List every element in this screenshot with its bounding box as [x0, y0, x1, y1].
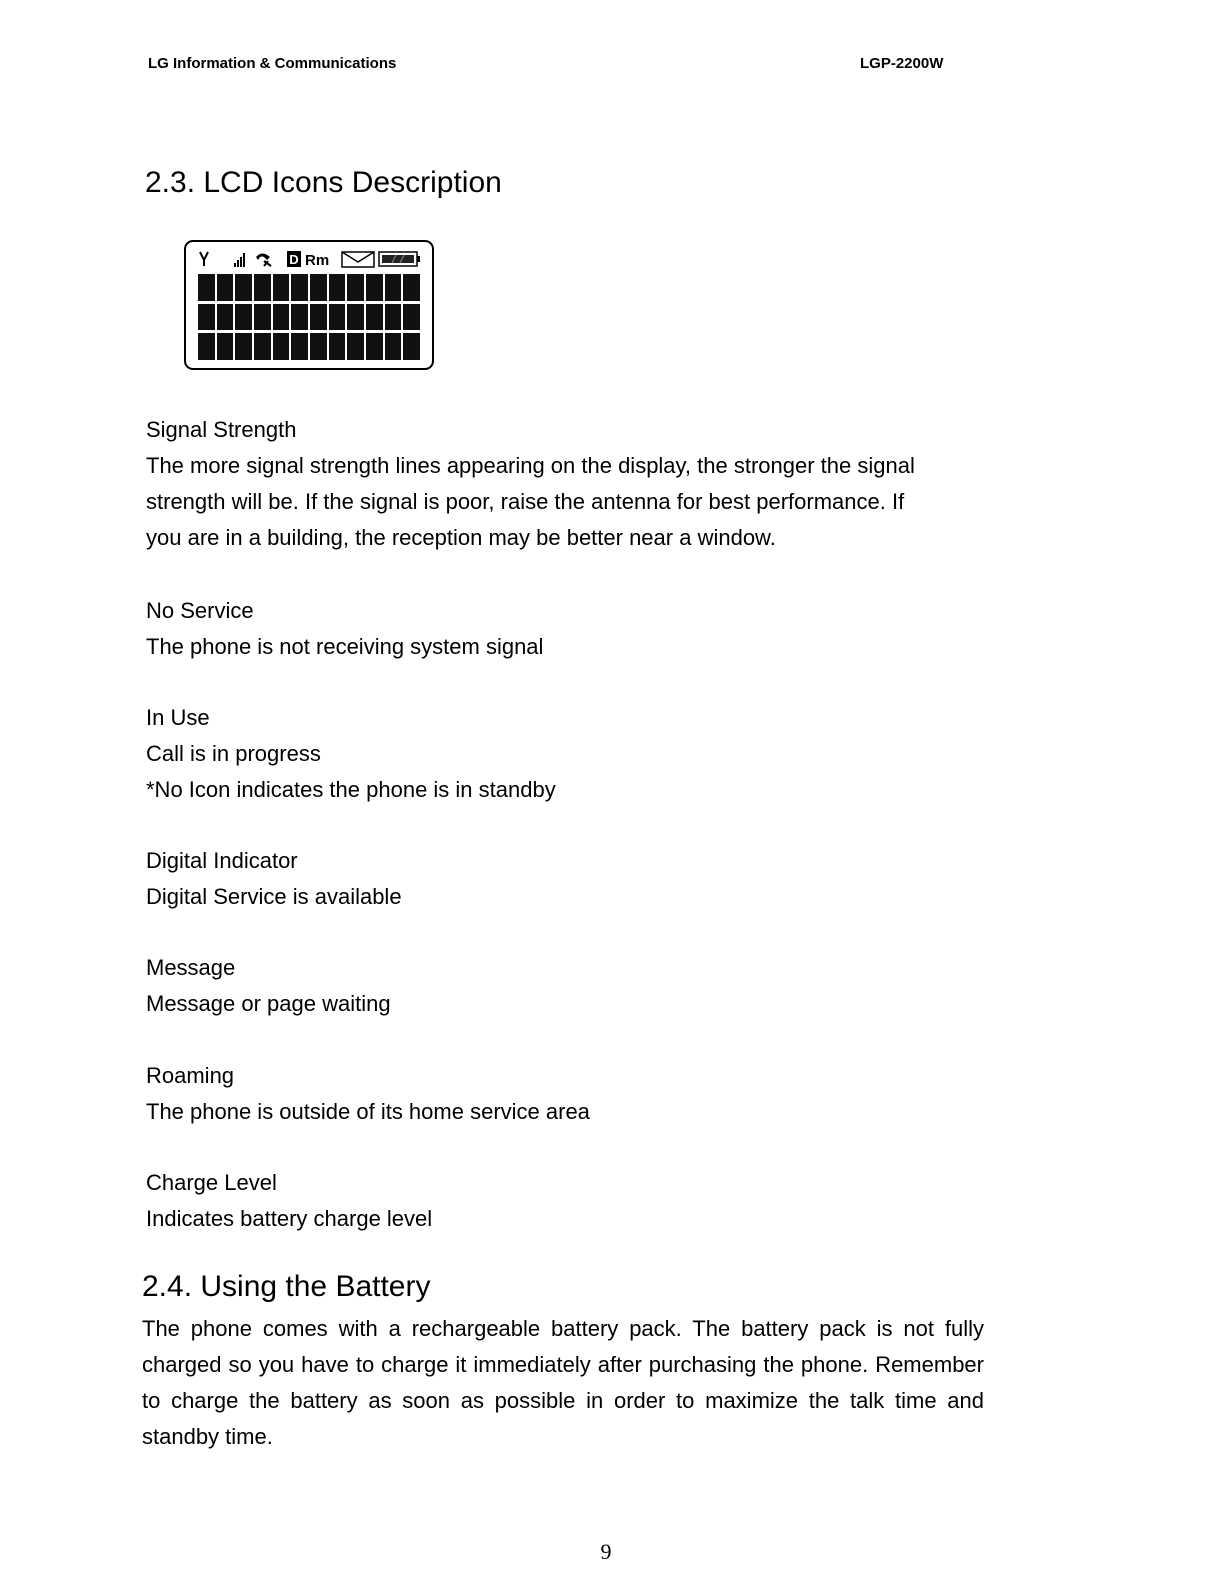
item-line: Call is in progress: [146, 741, 321, 766]
item-message: [146, 950, 1006, 1022]
item-in-use: [146, 700, 1006, 808]
lcd-character-grid: [198, 274, 420, 360]
item-line: Digital Service is available: [146, 884, 402, 909]
item-no-service: [146, 593, 1006, 665]
item-charge-level: [146, 1165, 1006, 1237]
item-line: The phone is not receiving system signal: [146, 634, 544, 659]
roaming-text: Rm: [305, 252, 330, 269]
item-heading: In Use: [146, 705, 210, 730]
item-line: *No Icon indicates the phone is in standby: [146, 777, 556, 802]
antenna-icon: [200, 252, 208, 266]
section-title-battery: 2.4. Using the Battery: [142, 1270, 431, 1303]
item-heading: Message: [146, 955, 236, 980]
item-heading: Charge Level: [146, 1170, 277, 1195]
message-envelope-icon: [342, 252, 374, 267]
battery-charge-icon: [379, 252, 420, 266]
item-signal-strength: [146, 412, 1006, 556]
item-heading: Signal Strength: [146, 417, 297, 442]
lcd-status-icons: [196, 248, 426, 270]
item-heading: No Service: [146, 598, 254, 623]
header-company: LG Information & Communications: [148, 55, 397, 72]
item-line: you are in a building, the reception may be better near a window.: [146, 525, 776, 550]
digital-indicator-icon: [287, 251, 301, 267]
in-use-handset-icon: [256, 254, 271, 267]
signal-strength-icon: [234, 253, 245, 267]
item-heading: Digital Indicator: [146, 848, 298, 873]
item-line: The more signal strength lines appearing on the display, the stronger the signal: [146, 453, 915, 478]
item-roaming: [146, 1058, 1006, 1130]
lcd-display-illustration: [184, 240, 434, 370]
header-model: LGP-2200W: [860, 55, 944, 72]
page-number: 9: [600, 1539, 612, 1564]
item-line: The phone is outside of its home service area: [146, 1099, 590, 1124]
item-heading: Roaming: [146, 1063, 235, 1088]
item-line: Indicates battery charge level: [146, 1206, 433, 1231]
battery-paragraph: The phone comes with a rechargeable battery pack. The battery pack is not fully charged so you have to charge it immediately after purchasing the phone. Remember to charge the battery as soon as possible in order to maximize the talk time and standby time.: [142, 1316, 984, 1449]
item-digital-indicator: [146, 843, 1006, 915]
item-line: Message or page waiting: [146, 991, 391, 1016]
digital-letter: D: [289, 252, 299, 267]
roaming-icon: [305, 252, 329, 269]
section-title-lcd: 2.3. LCD Icons Description: [145, 166, 502, 199]
item-line: strength will be. If the signal is poor, raise the antenna for best performance. If: [146, 489, 905, 514]
